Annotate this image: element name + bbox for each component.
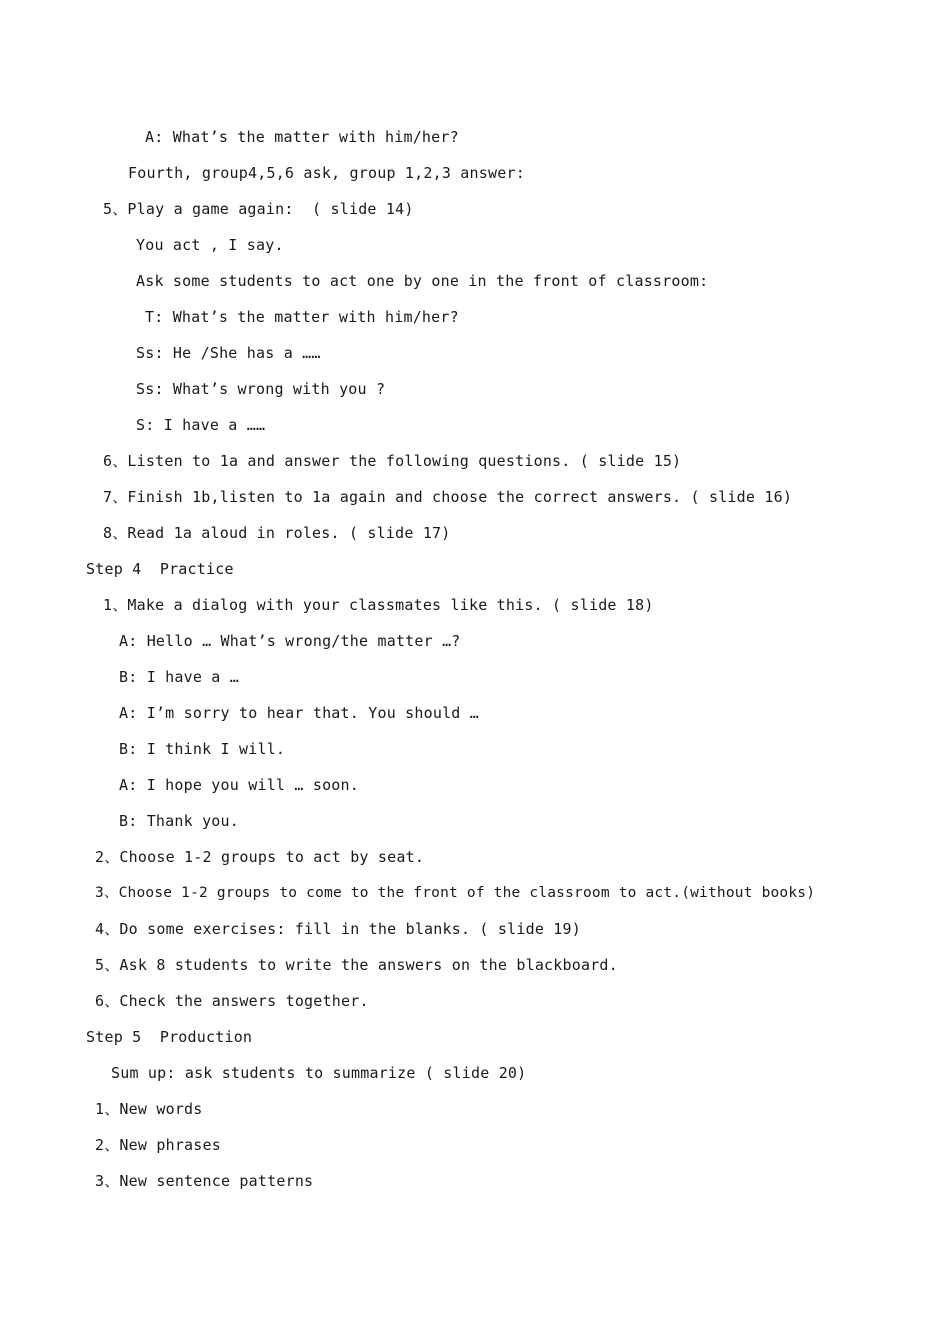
text-line: S: I have a …… xyxy=(136,416,266,434)
text-line: Fourth, group4,5,6 ask, group 1,2,3 answer: xyxy=(128,164,525,182)
text-line: B: I have a … xyxy=(119,668,239,686)
text-line: Ask some students to act one by one in the front of classroom: xyxy=(136,272,709,290)
text-line: 1、Make a dialog with your classmates like this. ( slide 18) xyxy=(103,596,654,614)
text-line: Ss: He /She has a …… xyxy=(136,344,321,362)
section-heading: Step 5 Production xyxy=(86,1028,253,1046)
text-line: T: What’s the matter with him/her? xyxy=(145,308,459,326)
text-line: A: Hello … What’s wrong/the matter …? xyxy=(119,632,461,650)
text-line: A: I’m sorry to hear that. You should … xyxy=(119,704,479,722)
text-line: Ss: What’s wrong with you ? xyxy=(136,380,386,398)
text-line: A: What’s the matter with him/her? xyxy=(145,128,459,146)
text-line: 4、Do some exercises: fill in the blanks. ( slide 19) xyxy=(95,920,581,938)
text-line: Sum up: ask students to summarize ( slide 20) xyxy=(111,1064,527,1082)
text-line: 5、Play a game again: ( slide 14) xyxy=(103,200,414,218)
text-line: You act , I say. xyxy=(136,236,284,254)
text-line: 2、New phrases xyxy=(95,1136,221,1154)
text-line: 1、New words xyxy=(95,1100,203,1118)
text-line: B: Thank you. xyxy=(119,812,239,830)
text-line: B: I think I will. xyxy=(119,740,286,758)
section-heading: Step 4 Practice xyxy=(86,560,234,578)
text-line: 3、Choose 1-2 groups to come to the front of the classroom to act.(without books) xyxy=(95,885,816,901)
text-line: 6、Check the answers together. xyxy=(95,992,369,1010)
text-line: A: I hope you will … soon. xyxy=(119,776,359,794)
text-line: 6、Listen to 1a and answer the following questions. ( slide 15) xyxy=(103,452,682,470)
text-line: 8、Read 1a aloud in roles. ( slide 17) xyxy=(103,524,451,542)
text-line: 7、Finish 1b,listen to 1a again and choose the correct answers. ( slide 16) xyxy=(103,488,793,506)
text-line: 2、Choose 1-2 groups to act by seat. xyxy=(95,848,425,866)
text-line: 5、Ask 8 students to write the answers on the blackboard. xyxy=(95,956,618,974)
text-line: 3、New sentence patterns xyxy=(95,1172,314,1190)
